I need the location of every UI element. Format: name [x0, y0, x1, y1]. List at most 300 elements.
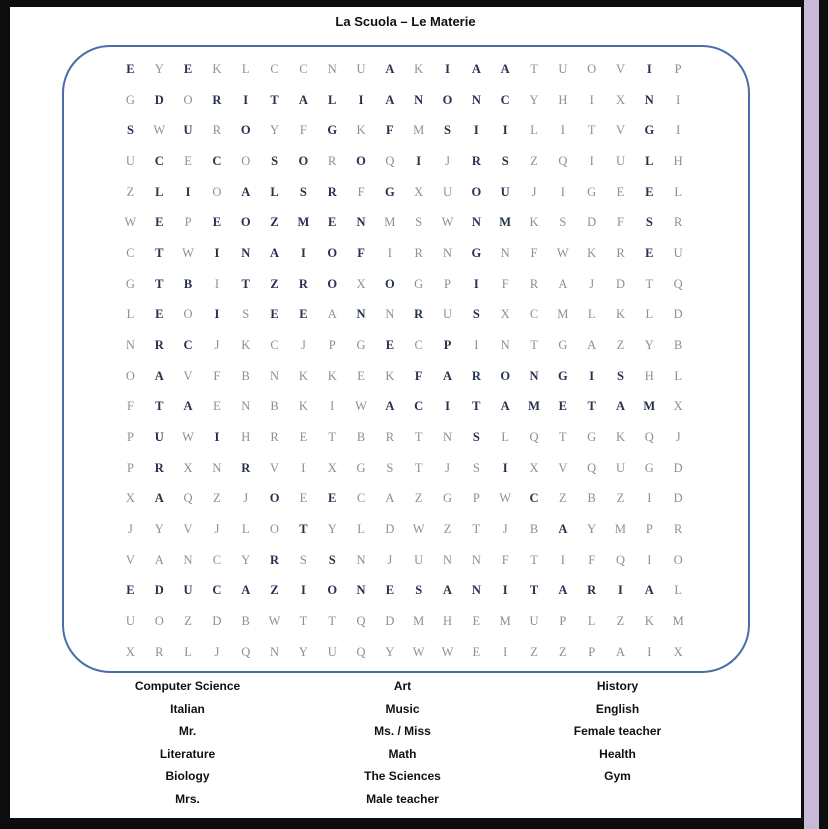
- grid-letter: J: [243, 491, 249, 506]
- grid-letter: R: [414, 245, 423, 260]
- grid-letter: I: [676, 123, 681, 138]
- grid-letter: I: [445, 399, 450, 414]
- grid-letter: R: [673, 521, 683, 536]
- grid-letter: H: [644, 368, 654, 383]
- grid-letter: E: [328, 491, 337, 506]
- grid-letter: C: [270, 61, 279, 76]
- grid-letter: N: [270, 644, 280, 659]
- word-list-item: Mr.: [178, 724, 197, 738]
- grid-letter: E: [299, 429, 308, 444]
- grid-letter: L: [530, 123, 538, 138]
- grid-letter: J: [502, 521, 508, 536]
- grid-letter: D: [673, 307, 683, 322]
- grid-letter: R: [212, 123, 222, 138]
- grid-letter: Y: [154, 61, 164, 76]
- grid-letter: E: [328, 215, 337, 230]
- grid-letter: I: [647, 491, 652, 506]
- word-list-item: Music: [385, 701, 420, 716]
- grid-letter: L: [587, 307, 596, 322]
- grid-letter: O: [673, 552, 683, 567]
- grid-letter: A: [500, 399, 510, 414]
- grid-letter: B: [356, 429, 366, 444]
- word-list-item: Italian: [170, 701, 205, 716]
- grid-letter: W: [556, 245, 569, 260]
- grid-letter: Z: [559, 644, 567, 659]
- grid-letter: V: [125, 552, 135, 567]
- document-page: [10, 7, 801, 818]
- grid-letter: G: [125, 92, 135, 107]
- grid-letter: U: [673, 245, 683, 260]
- grid-letter: N: [500, 245, 510, 260]
- grid-letter: Z: [559, 491, 567, 506]
- grid-letter: E: [212, 215, 222, 230]
- grid-letter: I: [647, 644, 652, 659]
- grid-letter: Y: [587, 521, 597, 536]
- grid-letter: W: [153, 123, 166, 138]
- grid-letter: Y: [644, 337, 654, 352]
- grid-letter: I: [445, 61, 450, 76]
- grid-letter: W: [182, 429, 194, 444]
- grid-letter: N: [327, 61, 337, 76]
- grid-letter: N: [385, 307, 395, 322]
- grid-letter: S: [126, 123, 134, 138]
- grid-letter: F: [126, 399, 134, 414]
- grid-letter: D: [615, 276, 625, 291]
- grid-letter: N: [183, 552, 193, 567]
- grid-letter: U: [125, 153, 135, 168]
- grid-letter: T: [414, 429, 423, 444]
- grid-letter: O: [471, 184, 482, 199]
- grid-letter: C: [356, 491, 366, 506]
- grid-letter: E: [385, 337, 395, 352]
- grid-letter: R: [385, 429, 395, 444]
- grid-letter: K: [212, 61, 222, 76]
- grid-letter: R: [241, 460, 251, 475]
- grid-letter: G: [414, 276, 424, 291]
- grid-letter: W: [412, 644, 425, 659]
- grid-letter: Q: [673, 276, 683, 291]
- grid-letter: A: [385, 399, 395, 414]
- grid-letter: L: [328, 92, 337, 107]
- grid-letter: Q: [529, 429, 539, 444]
- grid-letter: P: [328, 337, 336, 352]
- grid-letter: Q: [558, 153, 568, 168]
- grid-letter: S: [559, 215, 567, 230]
- grid-letter: U: [327, 644, 337, 659]
- grid-letter: A: [558, 583, 568, 598]
- grid-letter: I: [214, 245, 220, 260]
- grid-letter: L: [587, 613, 596, 628]
- grid-letter: S: [472, 460, 480, 475]
- grid-letter: A: [270, 245, 280, 260]
- grid-letter: D: [154, 583, 164, 598]
- grid-letter: N: [443, 552, 453, 567]
- grid-letter: G: [356, 337, 366, 352]
- grid-letter: H: [673, 153, 683, 168]
- grid-letter: Z: [126, 184, 135, 199]
- grid-letter: O: [298, 153, 309, 168]
- grid-letter: M: [413, 123, 425, 138]
- grid-letter: O: [327, 245, 338, 260]
- grid-letter: A: [558, 521, 568, 536]
- grid-letter: K: [587, 245, 597, 260]
- grid-letter: I: [502, 123, 508, 138]
- grid-letter: V: [558, 460, 568, 475]
- word-list-item: History: [596, 679, 639, 693]
- grid-letter: Z: [616, 491, 625, 506]
- grid-letter: H: [241, 429, 251, 444]
- grid-letter: S: [501, 153, 509, 168]
- grid-letter: O: [270, 521, 280, 536]
- grid-letter: K: [298, 399, 308, 414]
- grid-letter: W: [124, 215, 137, 230]
- grid-letter: E: [155, 215, 164, 230]
- word-list-item: Literature: [159, 746, 216, 761]
- grid-letter: X: [125, 644, 135, 659]
- grid-letter: D: [385, 613, 395, 628]
- word-list-item: Biology: [165, 769, 210, 783]
- grid-letter: C: [414, 399, 424, 414]
- grid-letter: G: [558, 337, 568, 352]
- grid-letter: P: [674, 61, 682, 76]
- grid-letter: A: [558, 276, 568, 291]
- grid-letter: N: [471, 552, 481, 567]
- word-list-item: Math: [388, 746, 417, 761]
- grid-letter: T: [299, 521, 308, 536]
- grid-letter: F: [386, 123, 394, 138]
- grid-letter: N: [500, 337, 510, 352]
- grid-letter: A: [587, 337, 597, 352]
- grid-letter: F: [501, 552, 509, 567]
- grid-letter: C: [126, 245, 135, 260]
- grid-letter: V: [270, 460, 280, 475]
- grid-letter: S: [271, 153, 279, 168]
- word-list-item: Male teacher: [366, 791, 439, 806]
- grid-letter: L: [126, 307, 135, 322]
- grid-letter: I: [647, 552, 652, 567]
- grid-letter: G: [125, 276, 135, 291]
- grid-letter: Z: [443, 521, 452, 536]
- grid-letter: N: [356, 583, 366, 598]
- grid-letter: J: [445, 153, 450, 168]
- grid-letter: I: [301, 460, 306, 475]
- grid-letter: A: [154, 491, 164, 506]
- word-list-column: [80, 675, 295, 810]
- grid-letter: U: [443, 307, 453, 322]
- grid-letter: G: [587, 429, 597, 444]
- grid-letter: T: [414, 460, 423, 475]
- grid-letter: O: [212, 184, 222, 199]
- grid-letter: C: [183, 337, 193, 352]
- grid-letter: M: [499, 215, 512, 230]
- grid-letter: K: [385, 368, 395, 383]
- grid-letter: C: [212, 153, 222, 168]
- grid-letter: X: [673, 399, 683, 414]
- grid-letter: T: [270, 92, 279, 107]
- grid-letter: R: [154, 460, 164, 475]
- grid-letter: K: [414, 61, 424, 76]
- grid-letter: U: [154, 429, 164, 444]
- grid-letter: X: [356, 276, 366, 291]
- grid-letter: A: [500, 61, 510, 76]
- grid-letter: N: [125, 337, 135, 352]
- grid-letter: A: [443, 583, 453, 598]
- grid-letter: I: [300, 245, 306, 260]
- grid-letter: W: [499, 491, 512, 506]
- grid-letter: R: [471, 368, 481, 383]
- grid-letter: U: [615, 460, 625, 475]
- grid-letter: I: [214, 429, 220, 444]
- grid-letter: A: [443, 368, 453, 383]
- grid-letter: G: [557, 368, 568, 383]
- grid-letter: Z: [270, 276, 279, 291]
- grid-letter: I: [503, 644, 508, 659]
- grid-letter: E: [183, 61, 193, 76]
- grid-letter: J: [300, 337, 306, 352]
- grid-letter: Y: [529, 92, 539, 107]
- grid-letter: B: [183, 276, 193, 291]
- grid-letter: T: [587, 399, 596, 414]
- grid-letter: U: [356, 61, 366, 76]
- grid-letter: D: [385, 521, 395, 536]
- grid-letter: Y: [241, 552, 251, 567]
- grid-letter: R: [529, 276, 539, 291]
- grid-letter: S: [472, 307, 480, 322]
- grid-letter: U: [529, 613, 539, 628]
- grid-letter: M: [614, 521, 627, 536]
- grid-letter: O: [500, 368, 511, 383]
- grid-letter: U: [183, 583, 193, 598]
- grid-letter: E: [299, 307, 308, 322]
- grid-letter: I: [618, 583, 623, 598]
- scrollbar-track[interactable]: [804, 0, 819, 829]
- grid-letter: R: [154, 337, 164, 352]
- grid-letter: E: [472, 644, 481, 659]
- grid-letter: I: [560, 552, 565, 567]
- grid-letter: N: [414, 92, 424, 107]
- grid-letter: N: [241, 399, 251, 414]
- grid-letter: O: [587, 61, 597, 76]
- grid-letter: F: [213, 368, 221, 383]
- grid-letter: H: [558, 92, 568, 107]
- grid-letter: C: [529, 491, 539, 506]
- grid-letter: Q: [183, 491, 193, 506]
- grid-letter: R: [270, 552, 280, 567]
- grid-letter: T: [328, 613, 337, 628]
- grid-letter: N: [471, 215, 481, 230]
- grid-letter: I: [185, 184, 191, 199]
- grid-letter: K: [298, 368, 308, 383]
- grid-letter: R: [327, 184, 337, 199]
- grid-letter: J: [531, 184, 537, 199]
- word-list-item: Female teacher: [573, 724, 662, 738]
- grid-letter: I: [646, 61, 652, 76]
- grid-letter: P: [126, 460, 134, 475]
- grid-letter: R: [587, 583, 597, 598]
- grid-letter: S: [299, 184, 307, 199]
- grid-letter: E: [645, 184, 654, 199]
- grid-letter: N: [644, 92, 654, 107]
- grid-letter: E: [270, 307, 279, 322]
- word-list-item: Art: [393, 679, 412, 693]
- grid-letter: Y: [270, 123, 280, 138]
- grid-letter: T: [241, 276, 250, 291]
- grid-letter: R: [212, 92, 222, 107]
- grid-letter: C: [270, 337, 279, 352]
- grid-letter: T: [299, 613, 308, 628]
- grid-letter: R: [673, 215, 683, 230]
- grid-letter: O: [240, 123, 251, 138]
- grid-letter: I: [243, 92, 249, 107]
- grid-letter: B: [587, 491, 596, 506]
- grid-letter: Q: [241, 644, 251, 659]
- grid-letter: J: [127, 521, 133, 536]
- grid-letter: F: [530, 245, 538, 260]
- grid-letter: A: [241, 184, 251, 199]
- grid-letter: C: [154, 153, 164, 168]
- grid-letter: Z: [616, 613, 625, 628]
- grid-letter: T: [645, 276, 654, 291]
- grid-letter: R: [270, 429, 279, 444]
- grid-letter: E: [472, 613, 481, 628]
- grid-letter: I: [676, 92, 681, 107]
- grid-letter: V: [183, 368, 193, 383]
- grid-letter: F: [617, 215, 624, 230]
- grid-letter: O: [442, 92, 453, 107]
- grid-letter: O: [125, 368, 135, 383]
- grid-letter: A: [615, 644, 625, 659]
- grid-letter: I: [589, 153, 594, 168]
- word-list-item: Ms. / Miss: [374, 724, 431, 738]
- grid-letter: Y: [327, 521, 337, 536]
- grid-letter: A: [615, 399, 625, 414]
- grid-letter: S: [415, 583, 423, 598]
- grid-letter: T: [530, 552, 538, 567]
- grid-letter: L: [674, 583, 682, 598]
- grid-letter: Z: [530, 644, 538, 659]
- grid-letter: G: [443, 491, 453, 506]
- grid-letter: B: [673, 337, 683, 352]
- grid-letter: I: [473, 123, 479, 138]
- grid-letter: R: [155, 644, 164, 659]
- grid-letter: N: [356, 215, 366, 230]
- word-list-column: [510, 675, 725, 810]
- grid-letter: I: [589, 368, 595, 383]
- grid-letter: G: [471, 245, 482, 260]
- grid-letter: S: [617, 368, 624, 383]
- grid-letter: T: [155, 399, 164, 414]
- grid-letter: K: [529, 215, 539, 230]
- grid-letter: T: [559, 429, 567, 444]
- grid-letter: Q: [644, 429, 654, 444]
- grid-letter: N: [270, 368, 280, 383]
- grid-letter: S: [328, 552, 336, 567]
- grid-letter: T: [155, 245, 164, 260]
- grid-letter: P: [645, 521, 653, 536]
- grid-letter: O: [240, 215, 251, 230]
- grid-letter: D: [212, 613, 222, 628]
- grid-letter: B: [241, 368, 250, 383]
- grid-letter: Z: [213, 491, 221, 506]
- grid-letter: T: [155, 276, 164, 291]
- grid-letter: O: [327, 276, 338, 291]
- grid-letter: N: [356, 307, 366, 322]
- grid-letter: E: [385, 583, 395, 598]
- grid-letter: F: [414, 368, 423, 383]
- grid-letter: N: [241, 245, 251, 260]
- grid-letter: B: [270, 399, 279, 414]
- grid-letter: R: [298, 276, 308, 291]
- grid-letter: I: [416, 153, 422, 168]
- grid-letter: Z: [270, 215, 279, 230]
- grid-letter: Y: [154, 521, 164, 536]
- grid-letter: J: [214, 337, 220, 352]
- grid-letter: G: [385, 184, 395, 199]
- grid-letter: T: [328, 429, 337, 444]
- grid-letter: J: [675, 429, 681, 444]
- grid-letter: L: [241, 521, 250, 536]
- grid-letter: G: [587, 184, 597, 199]
- grid-letter: U: [443, 184, 453, 199]
- grid-letter: G: [327, 123, 338, 138]
- grid-letter: L: [155, 184, 164, 199]
- grid-letter: O: [356, 153, 366, 168]
- grid-letter: I: [589, 92, 594, 107]
- grid-letter: L: [674, 368, 682, 383]
- grid-letter: N: [356, 552, 366, 567]
- grid-letter: K: [644, 613, 654, 628]
- grid-letter: J: [589, 276, 595, 291]
- grid-letter: A: [385, 92, 395, 107]
- grid-letter: N: [443, 245, 453, 260]
- grid-letter: P: [588, 644, 596, 659]
- word-list-item: Computer Science: [134, 679, 241, 693]
- grid-letter: N: [212, 460, 222, 475]
- word-list-item: Mrs.: [175, 791, 200, 806]
- grid-letter: X: [500, 307, 510, 322]
- grid-letter: A: [183, 399, 193, 414]
- grid-letter: F: [357, 184, 365, 199]
- grid-letter: A: [644, 583, 654, 598]
- grid-letter: O: [183, 307, 193, 322]
- grid-letter: I: [330, 399, 335, 414]
- grid-letter: W: [355, 399, 367, 414]
- grid-letter: I: [474, 337, 479, 352]
- grid-letter: X: [673, 644, 683, 659]
- grid-letter: D: [673, 491, 683, 506]
- grid-letter: D: [154, 92, 164, 107]
- grid-letter: T: [529, 583, 539, 598]
- grid-letter: S: [415, 215, 423, 230]
- grid-letter: M: [297, 215, 310, 230]
- grid-letter: A: [385, 61, 395, 76]
- grid-letter: C: [299, 61, 308, 76]
- grid-letter: O: [154, 613, 164, 628]
- grid-letter: P: [184, 215, 192, 230]
- grid-letter: E: [299, 491, 308, 506]
- grid-letter: T: [530, 337, 538, 352]
- grid-letter: O: [327, 583, 338, 598]
- grid-letter: P: [126, 429, 134, 444]
- grid-letter: Q: [385, 153, 395, 168]
- grid-letter: J: [214, 521, 220, 536]
- grid-letter: F: [299, 123, 307, 138]
- grid-letter: A: [154, 368, 164, 383]
- grid-letter: E: [126, 583, 135, 598]
- grid-letter: M: [384, 215, 396, 230]
- grid-letter: R: [414, 307, 424, 322]
- grid-letter: H: [443, 613, 453, 628]
